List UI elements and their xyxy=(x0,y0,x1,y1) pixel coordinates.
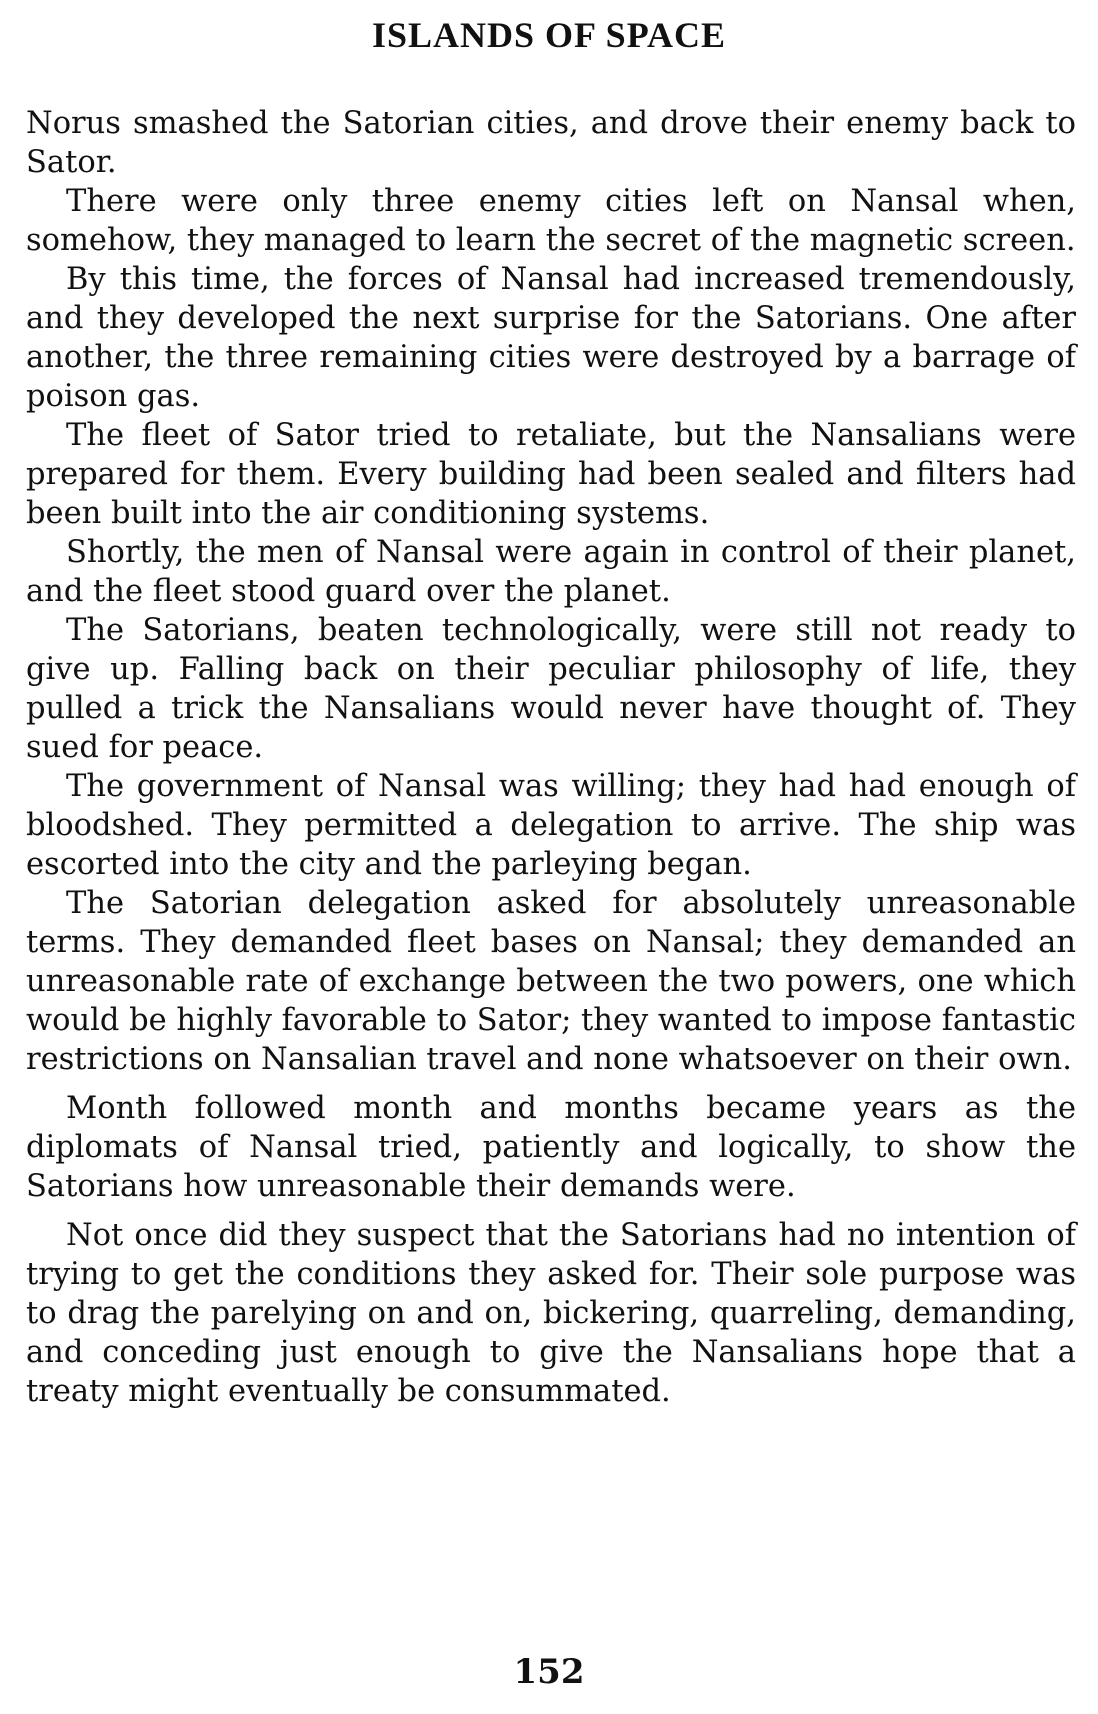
paragraph: The government of Nansal was willing; they had had enough of bloodshed. They permitted a delegation to arrive. The ship was escorted into the city and the parleying began. xyxy=(26,769,1076,882)
paragraph: Month followed month and months became years as the diplomats of Nansal tried, patiently and logically, to show the Satorians how unreasonable their demands were. xyxy=(26,1091,1076,1204)
running-head: ISLANDS OF SPACE xyxy=(371,15,727,55)
paragraph: There were only three enemy cities left on Nansal when, somehow, they managed to learn the secret of the magnetic screen. xyxy=(26,184,1076,258)
body-text xyxy=(26,104,1076,1411)
paragraph: By this time, the forces of Nansal had increased tremendously, and they developed the next surprise for the Satorians. One after another, the three remaining cities were destroyed by a barrage of poison gas. xyxy=(26,262,1076,414)
paragraph: The Satorian delegation asked for absolutely unreasonable terms. They demanded fleet bases on Nansal; they demanded an unreasonable rate of exchange between the two powers, one which would be highly favorable to Sator; they wanted to impose fantastic restrictions on Nansalian travel and none whatsoever on their own. xyxy=(26,886,1076,1077)
paragraph: The fleet of Sator tried to retaliate, but the Nansalians were prepared for them. Every building had been sealed and filters had been built into the air conditioning systems. xyxy=(26,418,1076,531)
page-number: 152 xyxy=(513,1652,585,1692)
paragraph: Norus smashed the Satorian cities, and drove their enemy back to Sator. xyxy=(26,106,1076,180)
paragraph: Shortly, the men of Nansal were again in control of their planet, and the fleet stood guard over the planet. xyxy=(26,535,1076,609)
paragraph: The Satorians, beaten technologically, were still not ready to give up. Falling back on their peculiar philosophy of life, they pulled a trick the Nansalians would never have thought of. They sued for peace. xyxy=(26,613,1076,765)
paragraph: Not once did they suspect that the Satorians had no intention of trying to get the conditions they asked for. Their sole purpose was to drag the parelying on and on, bickering, quarreling, demanding, and conceding just enough to give the Nansalians hope that a treaty might eventually be consummated. xyxy=(26,1218,1076,1409)
